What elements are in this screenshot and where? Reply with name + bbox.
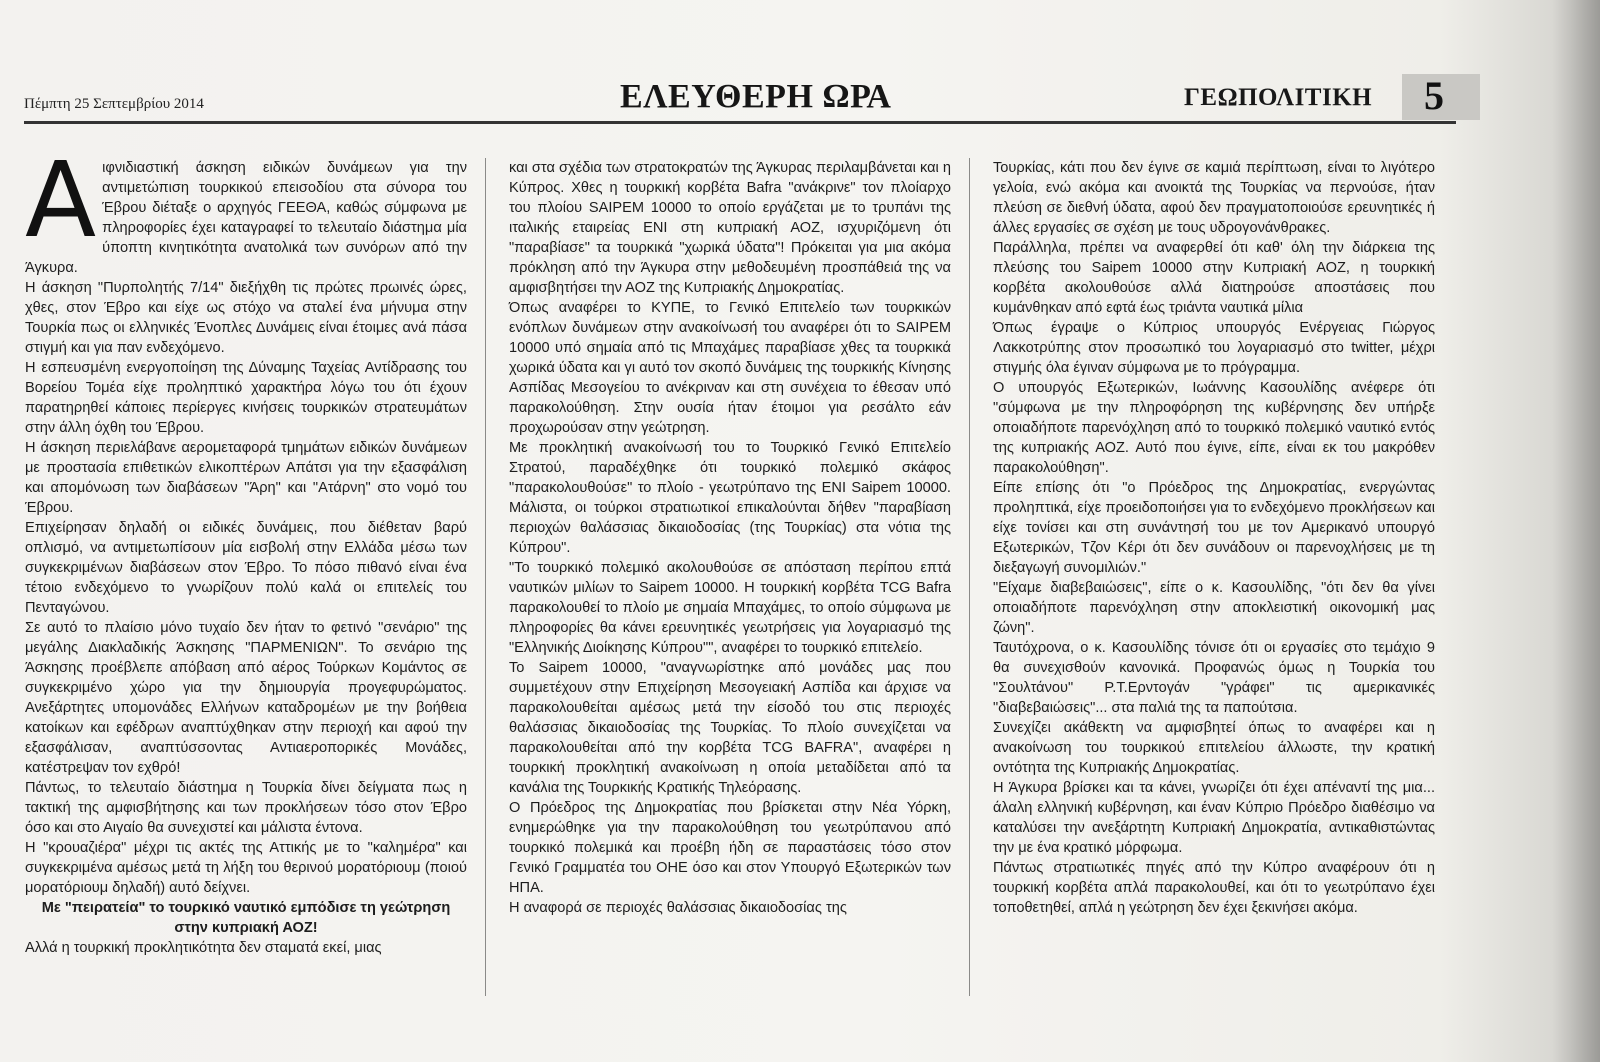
paragraph: Όπως αναφέρει το ΚΥΠΕ, το Γενικό Επιτελείο των τουρκικών ενόπλων δυνάμεων στην ανακοίνωσή του αναφέρει ότι το SAIPEM 10000 υπό σημαία από τις Μπαχάμες παραβίασε χθες τα τουρκικά χωρικά ύδατα και γι αυτό τον σκοπό δυνάμεις της τουρκικής Κίνησης Ασπίδας Μεσογείου το ανέκριναν και στη συνέχεια το έθεσαν υπό παρακολούθηση. Στην ουσία ήταν έτοιμοι για ρεσάλτο εάν προχωρούσαν στην γεώτρηση. [509, 300, 951, 436]
article-column-3 [993, 158, 1435, 918]
paragraph: Πάντως, το τελευταίο διάστημα η Τουρκία δίνει δείγματα πως η τακτική της αμφισβήτησης και των προκλήσεων τόσο στον Έβρο όσο και στο Αιγαίο θα συνεχιστεί και μάλιστα έντονα. [25, 780, 467, 836]
paragraph: Η Άγκυρα βρίσκει και τα κάνει, γνωρίζει ότι έχει απέναντί της μια... άλαλη ελληνική κυβέρνηση, και έναν Κύπριο Πρόεδρο διαθέσιμο να καταλύσει την ανεξάρτητη Κυπριακή Δημοκρατία, αντικαθιστώντας την με ένα κρατικό μόρφωμα. [993, 780, 1435, 856]
paragraph: "Το τουρκικό πολεμικό ακολουθούσε σε απόσταση περίπου επτά ναυτικών μιλίων το Saipem 10000. Η τουρκική κορβέτα TCG Bafra παρακολουθεί το πλοίο με σημαία Μπαχάμες, το οποίο σύμφωνα με πληροφορίες θα κάνει ερευνητικές γεωτρήσεις για λογαριασμό της "Ελληνικής Διοίκησης Κύπρου"", αναφέρει το τουρκικό επιτελείο. [509, 560, 951, 656]
newspaper-title: ΕΛΕΥΘΕΡΗ ΩΡΑ [620, 78, 892, 115]
paragraph: Η άσκηση περιελάβανε αερομεταφορά τμημάτων ειδικών δυνάμεων με προστασία επιθετικών ελικοπτέρων Απάτσι για την εξασφάλιση και απομόνωση των διαβάσεων "Άρη" και "Ατάρνη" στο νομό του Έβρου. [25, 440, 467, 516]
paragraph: Ταυτόχρονα, ο κ. Κασουλίδης τόνισε ότι οι εργασίες στο τεμάχιο 9 θα συνεχισθούν κανονικά. Προφανώς όμως η Τουρκία του "Σουλτάνου" Ρ.Τ.Ερντογάν "γράφει" τις αμερικανικές "διαβεβαιώσεις"... στα παλιά της τα παπούτσια. [993, 640, 1435, 716]
paragraph: Επιχείρησαν δηλαδή οι ειδικές δυνάμεις, που διέθεταν βαρύ οπλισμό, να αντιμετωπίσουν μία εισβολή στην Ελλάδα μέσω των συγκεκριμένων διαβάσεων στον Έβρο. Το πόσο πιθανό είναι ένα τέτοιο ενδεχόμενο το γνωρίζουν πολύ καλά οι επιτελείς του Πενταγώνου. [25, 520, 467, 616]
paragraph: Η αναφορά σε περιοχές θαλάσσιας δικαιοδοσίας της [509, 900, 847, 916]
article-column-2 [509, 158, 951, 918]
paragraph: Πάντως στρατιωτικές πηγές από την Κύπρο αναφέρουν ότι η τουρκική κορβέτα απλά παρακολουθεί, και ότι το γεωτρύπανο έχει τοποθετηθεί, απλά η γεώτρηση δεν έχει ξεκινήσει ακόμα. [993, 860, 1435, 916]
paragraph: ιφνιδιαστική άσκηση ειδικών δυνάμεων για την αντιμετώπιση τουρκικού επεισοδίου στα σύνορα του Έβρου διέταξε ο αρχηγός ΓΕΕΘΑ, καθώς σύμφωνα με πληροφορίες έχει καταγραφεί το τελευταίο διάστημα μία ύποπτη κινητικότητα ανατολικά των συνόρων από την Άγκυρα. [25, 160, 467, 276]
paragraph: Όπως έγραψε ο Κύπριος υπουργός Ενέργειας Γιώργος Λακκοτρύπης στον προσωπικό του λογαριασμό στο twitter, μέχρι στιγμής όλα έγιναν σύμφωνα με το πρόγραμμα. [993, 320, 1435, 376]
column-divider [485, 158, 486, 996]
paragraph: Ο υπουργός Εξωτερικών, Ιωάννης Κασουλίδης ανέφερε ότι "σύμφωνα με την πληροφόρηση της κυβέρνησης δεν υπήρξε οποιαδήποτε παρενόχληση από το τουρκικό πολεμικό ναυτικό εντός της κυπριακής ΑΟΖ. Αυτό που έγινε, είπε, είναι εκ του μακρόθεν παρακολούθηση". [993, 380, 1435, 476]
paragraph: Το Saipem 10000, "αναγνωρίστηκε από μονάδες μας που συμμετέχουν στην Επιχείρηση Μεσογειακή Ασπίδα και άρχισε να παρακολουθείται αμέσως μετά την είσοδό του στις περιοχές θαλάσσιας δικαιοδοσίας της Τουρκίας. Το πλοίο συνεχίζεται να παρακολουθείται από την κορβέτα TCG BAFRA", αναφέρει η τουρκική προκλητική ανακοίνωση η οποία μεταδίδεται από τα κανάλια της Τουρκικής Κρατικής Τηλεόρασης. [509, 660, 951, 796]
article-subheading: Με "πειρατεία" το τουρκικό ναυτικό εμπόδισε τη γεώτρηση στην κυπριακή ΑΟΖ! [41, 900, 451, 936]
paragraph: και στα σχέδια των στρατοκρατών της Άγκυρας περιλαμβάνεται και η Κύπρος. Χθες η τουρκική κορβέτα Bafra "ανάκρινε" τον πλοίαρχο του πλοίου SAIPEM 10000 το οποίο εργάζεται με το τρυπάνι της ιταλικής εταιρείας ENI στη κυπριακή ΑΟΖ, ισχυριζόμενη ότι "παραβίασε" τα τουρκικά "χωρικά ύδατα"! Πρόκειται για μια ακόμα πρόκληση από την Άγκυρα στην μεθοδευμένη προσπάθειά της να αμφισβητήσει την ΑΟΖ της Κυπριακής Δημοκρατίας. [509, 160, 951, 296]
paragraph: Τουρκίας, κάτι που δεν έγινε σε καμιά περίπτωση, είναι το λιγότερο γελοία, ενώ ακόμα και ανοικτά της Τουρκίας να περνούσε, ήταν πλεύση σε διεθνή ύδατα, αφού δεν πραγματοποιούσε ερευνητικές ή άλλες εργασίες σε σχέση με τους υδρογονάνθρακες. [993, 160, 1435, 236]
paragraph: Η εσπευσμένη ενεργοποίηση της Δύναμης Ταχείας Αντίδρασης του Βορείου Τομέα είχε προληπτικό χαρακτήρα λόγω του ότι έχουν παρατηρηθεί κάποιες περίεργες κινήσεις τουρκικών στρατευμάτων στην άλλη όχθη του Έβρου. [25, 360, 467, 436]
paragraph: Παράλληλα, πρέπει να αναφερθεί ότι καθ' όλη την διάρκεια της πλεύσης του Saipem 10000 στην Κυπριακή ΑΟΖ, η τουρκική κορβέτα ακολουθούσε αλλά διατηρούσε αποστάσεις που κυμάνθηκαν από εφτά έως τριάντα ναυτικά μίλια [993, 240, 1435, 316]
paragraph: Η "κρουαζιέρα" μέχρι τις ακτές της Αττικής με το "καλημέρα" και συγκεκριμένα αμέσως μετά τη λήξη του θερινού μορατόριουμ (ποιού μορατόριουμ δηλαδή) αυτό δείχνει. [25, 840, 467, 896]
article-column-1 [25, 139, 467, 958]
paragraph: Ο Πρόεδρος της Δημοκρατίας που βρίσκεται στην Νέα Υόρκη, ενημερώθηκε για την παρακολούθηση του γεωτρύπανου από τουρκικό πολεμικά και προέβη ήδη σε παραστάσεις τόσο στον Γενικό Γραμματέα του ΟΗΕ όσο και στον Υπουργό Εξωτερικών των ΗΠΑ. [509, 800, 951, 896]
page-number-box [1402, 74, 1480, 120]
header-rule [24, 121, 1456, 124]
issue-date: Πέμπτη 25 Σεπτεμβρίου 2014 [24, 96, 204, 112]
paragraph: Συνεχίζει ακάθεκτη να αμφισβητεί όπως το αναφέρει και η ανακοίνωση του τουρκικού επιτελείου άλλωστε, την κρατική οντότητα της Κυπριακής Δημοκρατίας. [993, 720, 1435, 776]
page-number: 5 [1424, 73, 1444, 118]
paragraph: Με προκλητική ανακοίνωσή του το Τουρκικό Γενικό Επιτελείο Στρατού, παραδέχθηκε ότι τουρκικό πολεμικό σκάφος "παρακολουθούσε" το πλοίο - γεωτρύπανο της ENI Saipem 10000. Μάλιστα, οι τούρκοι στρατιωτικοί επικαλούνται δήθεν "παραβίαση περιοχών θαλάσσιας δικαιοδοσίας (της Τουρκίας) στα νότια της Κύπρου". [509, 440, 951, 556]
paragraph: "Είχαμε διαβεβαιώσεις", είπε ο κ. Κασουλίδης, "ότι δεν θα γίνει οποιαδήποτε παρενόχληση στην αποκλειστική οικονομική μας ζώνη". [993, 580, 1435, 636]
page-fold-shadow [1552, 0, 1600, 1062]
paragraph: Είπε επίσης ότι "ο Πρόεδρος της Δημοκρατίας, ενεργώντας προληπτικά, είχε προειδοποιήσει για το ενδεχόμενο προκλήσεων και είχε τονίσει και στη συνάντησή του με τον Αμερικανό υπουργό Εξωτερικών, Τζον Κέρι ότι δεν συνάδουν οι παρενοχλήσεις με τη διεξαγωγή συνομιλιών." [993, 480, 1435, 576]
section-title: ΓΕΩΠΟΛΙΤΙΚΗ [1184, 84, 1373, 111]
paragraph: Σε αυτό το πλαίσιο μόνο τυχαίο δεν ήταν το φετινό "σενάριο" της μεγάλης Διακλαδικής Άσκησης "ΠΑΡΜΕΝΙΩΝ". Το σενάριο της Άσκησης προέβλεπε απόβαση από αέρος Τούρκων Κομάντος σε συγκεκριμένο χώρο για την δημιουργία προγεφυρώματος. Ανεξάρτητες υπομονάδες Ελλήνων καταδρομέων με την βοήθεια κατοίκων και εφέδρων αναπτύχθηκαν στην περιοχή και αφού την εξασφάλισαν, αναπτύσσοντας Αντιαεροπορικές Μονάδες, κατέστρεψαν τον εχθρό! [25, 620, 467, 776]
paragraph: Η άσκηση "Πυρπολητής 7/14" διεξήχθη τις πρώτες πρωινές ώρες, χθες, στον Έβρο και είχε ως στόχο να σταλεί ένα μήνυμα στην Τουρκία πως οι ελληνικές Ένοπλες Δυνάμεις είναι έτοιμες ανά πάσα στιγμή και για παν ενδεχόμενο. [25, 280, 467, 356]
paragraph: Αλλά η τουρκική προκλητικότητα δεν σταματά εκεί, μιας [25, 940, 382, 956]
column-divider [969, 158, 970, 996]
drop-cap: Α [25, 139, 97, 261]
